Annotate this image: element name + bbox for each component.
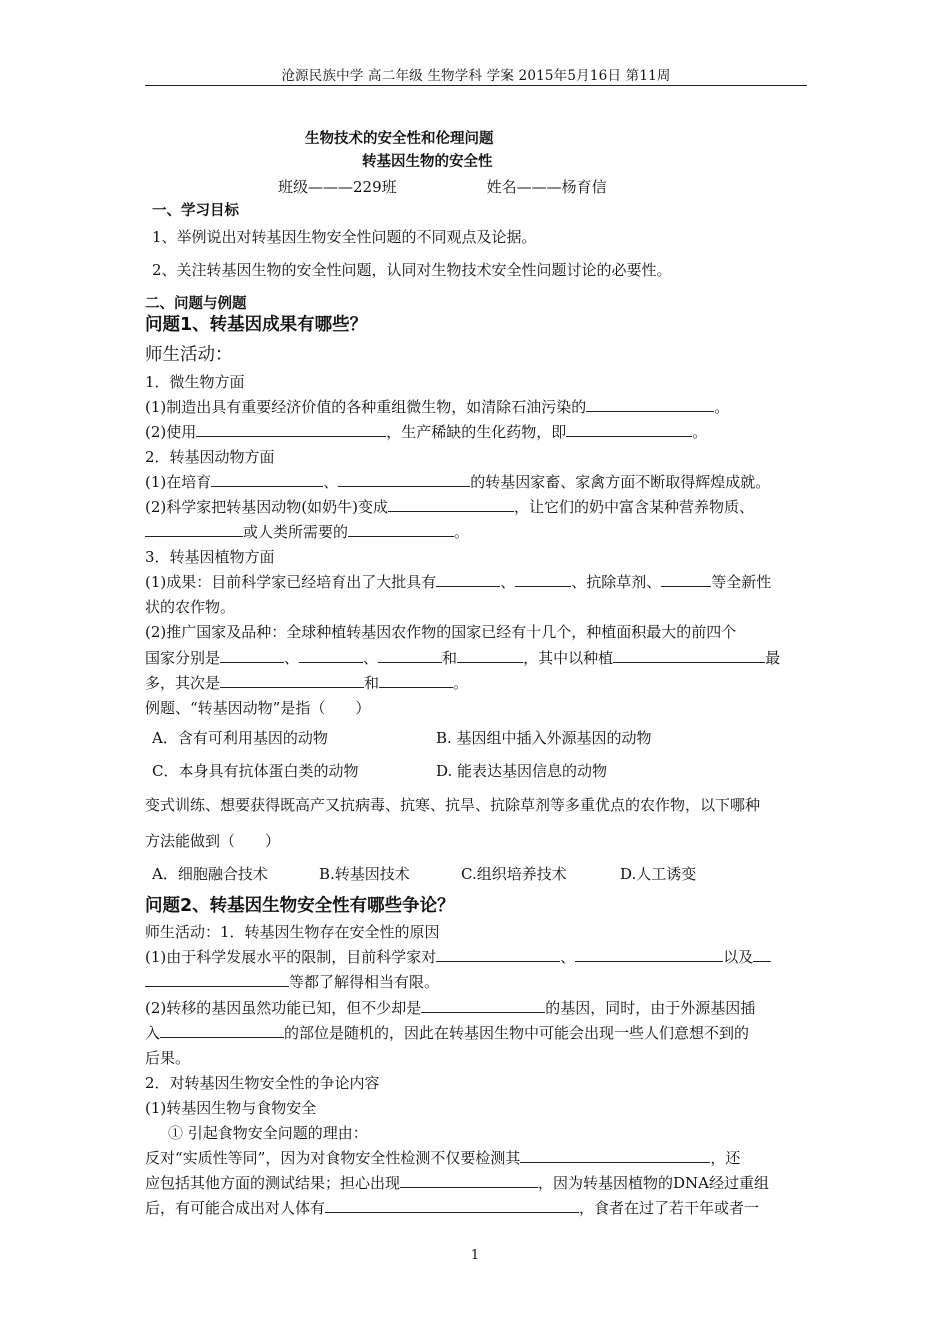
variant-option-b[interactable]: B.转基因技术 <box>319 865 410 883</box>
header-rule <box>145 85 807 86</box>
plant-heading: 3．转基因植物方面 <box>145 548 275 566</box>
name-label: 姓名———杨育信 <box>486 178 607 196</box>
class-label: 班级———229班 <box>278 178 397 196</box>
food-line-3: 后，有可能合成出对人体有 ，食者在过了若干年或者一 <box>145 1199 760 1217</box>
variant-stem-1: 变式训练、想要获得既高产又抗病毒、抗寒、抗旱、抗除草剂等多重优点的农作物，以下哪种 <box>145 796 761 814</box>
fill-blank[interactable] <box>436 572 500 587</box>
plant-line-4: 多，其次是 和 。 <box>145 674 469 692</box>
fill-blank[interactable] <box>196 422 386 437</box>
section-heading-questions: 二、问题与例题 <box>145 296 247 312</box>
example-option-b[interactable]: B. 基因组中插入外源基因的动物 <box>436 729 652 747</box>
plant-line-2: (2)推广国家及品种：全球种植转基因农作物的国家已经有十几个，种植面积最大的前四个 <box>145 623 737 641</box>
animal-line-1: (1)在培育 、 的转基因家畜、家禽方面不断取得辉煌成就。 <box>145 473 771 491</box>
fill-blank[interactable] <box>388 497 514 512</box>
food-safety-heading: (1)转基因生物与食物安全 <box>145 1099 317 1117</box>
food-line-2: 应包括其他方面的测试结果；担心出现 ，因为转基因植物的DNA经过重组 <box>145 1174 770 1192</box>
document-title: 生物技术的安全性和伦理问题 <box>305 131 494 147</box>
fill-blank[interactable] <box>220 673 364 688</box>
micro-heading: 1．微生物方面 <box>145 373 245 391</box>
page-number: 1 <box>470 1248 480 1263</box>
plant-line-1b: 状的农作物。 <box>145 598 236 616</box>
fill-blank[interactable] <box>515 572 571 587</box>
student-info <box>278 177 607 197</box>
fill-blank[interactable] <box>379 673 453 688</box>
fill-blank[interactable] <box>613 648 765 663</box>
fill-blank[interactable] <box>421 998 545 1013</box>
question-1-title: 问题1、转基因成果有哪些？ <box>145 315 368 335</box>
fill-blank[interactable] <box>299 648 363 663</box>
fill-blank[interactable] <box>325 1198 579 1213</box>
reason-line-2: 等都了解得相当有限。 <box>145 972 439 992</box>
reason-line-4: 入 的部位是随机的，因此在转基因生物中可能会出现一些人们意想不到的 <box>145 1024 750 1042</box>
fill-blank[interactable] <box>145 522 243 537</box>
reason-subheading: ① 引起食物安全问题的理由： <box>168 1124 368 1142</box>
example-option-a[interactable]: A．含有可利用基因的动物 <box>152 729 328 747</box>
animal-line-3: 或人类所需要的 。 <box>145 522 469 542</box>
micro-line-2: (2)使用 ，生产稀缺的生化药物，即 。 <box>145 423 708 441</box>
dispute-heading: 2．对转基因生物安全性的争论内容 <box>145 1074 380 1092</box>
question-2-title: 问题2、转基因生物安全性有哪些争论？ <box>145 896 455 916</box>
fill-blank[interactable] <box>220 648 284 663</box>
fill-blank[interactable] <box>378 648 442 663</box>
animal-line-2: (2)科学家把转基因动物(如奶牛)变成 ，让它们的奶中富含某种营养物质、 <box>145 498 754 516</box>
variant-option-c[interactable]: C.组织培养技术 <box>461 865 567 883</box>
plant-line-3: 国家分别是 、 、 和 ，其中以种植 最 <box>145 649 781 667</box>
fill-blank[interactable] <box>520 1148 710 1163</box>
q2-activity: 师生活动：1．转基因生物存在安全性的原因 <box>145 923 440 941</box>
fill-blank[interactable] <box>436 947 560 962</box>
activity-label: 师生活动： <box>145 345 233 365</box>
fill-blank[interactable] <box>575 947 723 962</box>
example-option-d[interactable]: D. 能表达基因信息的动物 <box>436 762 608 780</box>
food-line-1: 反对“实质性等同”，因为对食物安全性检测不仅要检测其 ，还 <box>145 1149 741 1167</box>
variant-stem-2: 方法能做到（ ） <box>145 832 281 850</box>
goal-item: 1、举例说出对转基因生物安全性问题的不同观点及论据。 <box>152 228 537 246</box>
fill-blank[interactable] <box>400 1173 538 1188</box>
fill-blank[interactable] <box>338 472 470 487</box>
micro-line-1: (1)制造出具有重要经济价值的各种重组微生物，如清除石油污染的 。 <box>145 398 730 416</box>
fill-blank[interactable] <box>160 1023 284 1038</box>
fill-blank[interactable] <box>348 522 454 537</box>
document-subtitle: 转基因生物的安全性 <box>362 154 493 170</box>
fill-blank[interactable] <box>457 648 523 663</box>
fill-blank[interactable] <box>661 572 711 587</box>
plant-line-1: (1)成果：目前科学家已经培育出了大批具有 、 、抗除草剂、 等全新性 <box>145 573 772 591</box>
fill-blank[interactable] <box>211 472 323 487</box>
reason-line-1: (1)由于科学发展水平的限制，目前科学家对 、 以及 <box>145 947 771 967</box>
animal-heading: 2．转基因动物方面 <box>145 448 275 466</box>
fill-blank[interactable] <box>753 947 771 962</box>
reason-line-3: (2)转移的基因虽然功能已知，但不少却是 的基因，同时，由于外源基因插 <box>145 999 756 1017</box>
fill-blank[interactable] <box>566 422 692 437</box>
variant-option-d[interactable]: D.人工诱变 <box>620 865 697 883</box>
fill-blank[interactable] <box>145 972 289 987</box>
goal-item: 2、关注转基因生物的安全性问题，认同对生物技术安全性问题讨论的必要性。 <box>152 261 672 279</box>
variant-option-a[interactable]: A．细胞融合技术 <box>152 865 268 883</box>
page-header: 沧源民族中学 高二年级 生物学科 学案 2015年5月16日 第11周 <box>281 68 671 84</box>
section-heading-goals: 一、学习目标 <box>152 203 239 219</box>
reason-line-5: 后果。 <box>145 1049 191 1067</box>
example-option-c[interactable]: C．本身具有抗体蛋白类的动物 <box>152 762 359 780</box>
fill-blank[interactable] <box>586 397 714 412</box>
example-stem: 例题、“转基因动物”是指（ ） <box>145 699 371 717</box>
